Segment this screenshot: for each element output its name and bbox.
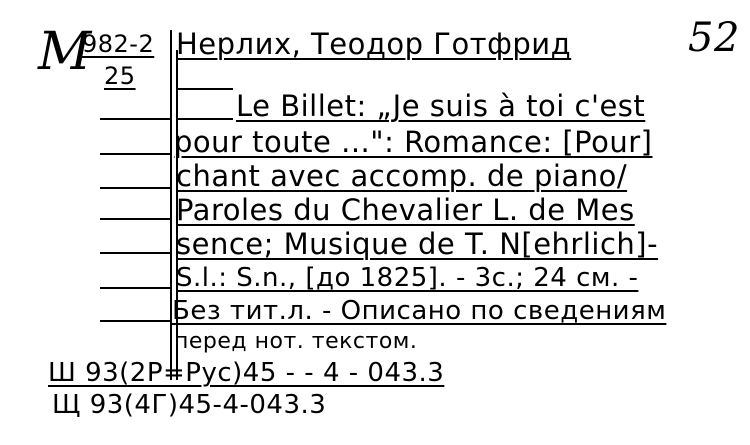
index-line bbox=[100, 252, 170, 254]
description-line-6: S.l.: S.n., [до 1825]. - 3c.; 24 см. - bbox=[176, 263, 639, 293]
index-line bbox=[178, 88, 233, 90]
index-line bbox=[100, 187, 170, 189]
shelf-mark: 982-2 bbox=[82, 30, 155, 58]
author-heading: Нерлих, Теодор Готфрид bbox=[176, 27, 572, 61]
index-line bbox=[100, 320, 170, 322]
classification-code-2: Щ 93(4Г)45-4-043.3 bbox=[52, 390, 327, 420]
index-line bbox=[100, 287, 170, 289]
vertical-rule-left bbox=[170, 30, 172, 380]
description-line-3: chant avec accomp. de piano/ bbox=[176, 159, 628, 193]
index-line bbox=[178, 118, 233, 120]
description-line-5: sence; Musique de T. N[ehrlich]- bbox=[176, 227, 659, 261]
series-letter: M bbox=[38, 22, 92, 82]
copy-number: 25 bbox=[104, 62, 136, 90]
description-line-4: Paroles du Chevalier L. de Mes bbox=[176, 193, 635, 227]
classification-code-1: Ш 93(2Р=Рус)45 - - 4 - 043.3 bbox=[48, 358, 445, 388]
description-line-2: pour toute ...": Romance: [Pour] bbox=[174, 125, 653, 159]
description-line-1: Le Billet: „Je suis à toi c'est bbox=[236, 89, 646, 123]
index-line bbox=[100, 153, 170, 155]
corner-number: 52 bbox=[688, 15, 740, 61]
index-line bbox=[100, 218, 170, 220]
description-line-7: Без тит.л. - Описано по сведениям bbox=[172, 296, 667, 326]
description-line-8: перед нот. текстом. bbox=[174, 329, 418, 354]
index-line bbox=[100, 118, 170, 120]
